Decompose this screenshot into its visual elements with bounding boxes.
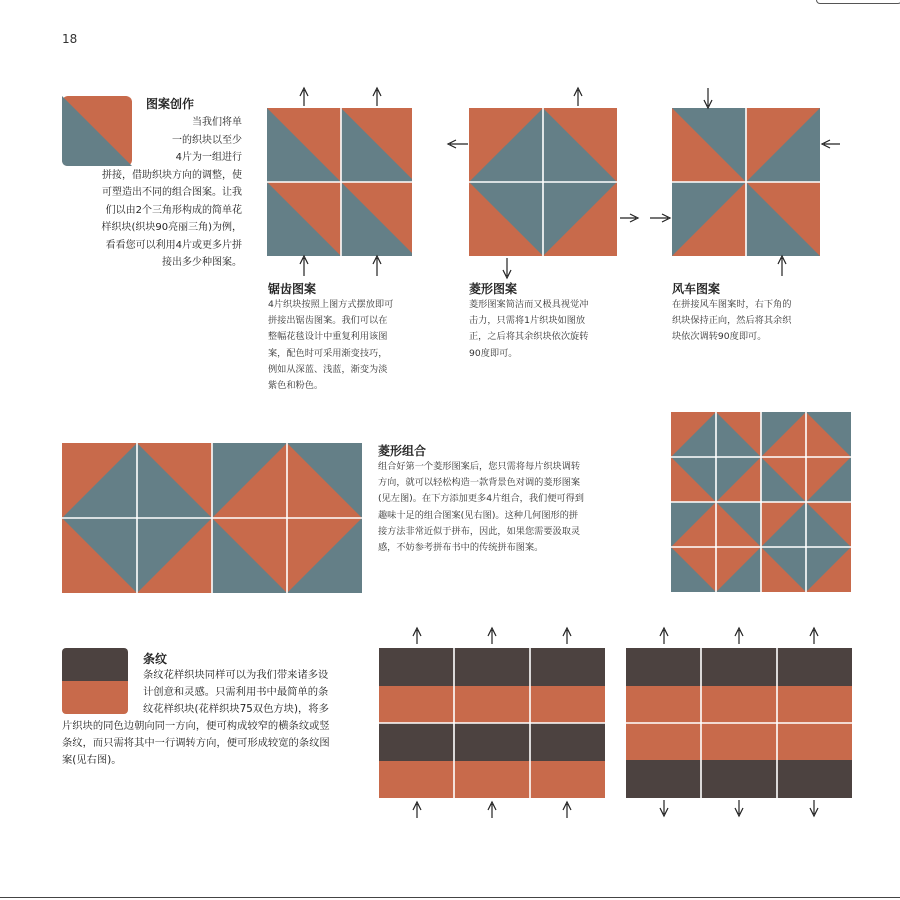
stripes-title: 条纹 — [143, 652, 168, 666]
stripes-text-indented: 条纹花样织块同样可以为我们带来诸多设 计创意和灵感。只需利用书中最简单的条 纹花样织块(花样织块75双色方块)，将多 — [143, 669, 329, 715]
diamond-combo-text: 组合好第一个菱形图案后，您只需将每片织块调转 方向，就可以轻松构造一款背景色对调的菱形图案 (见左图)。在下方添加更多4片组合，我们便可得到 趣味十足的组合图案(见右图)。这种几何图形的拼 接方法非常近似于拼布，因此，如果您需要汲取灵 感，不妨参考拼布书中的传统拼布图案。 — [378, 461, 584, 554]
pinwheel-title: 风车图案 — [672, 282, 721, 296]
diamond-arrows — [440, 80, 640, 280]
arrow-up-icon — [373, 256, 381, 276]
stripe-swatch-icon — [62, 648, 128, 714]
page-tab — [816, 0, 900, 4]
intro-text: 当我们将单 一的织块以至少 4片为一组进行 拼接，借助织块方向的调整，使 可塑造出不同的组合图案。让我 们以由2个三角形构成的简单花 样织块(织块90亮丽三角)为例， 看看您可以利用4片或更多片拼 接出多少种图案。 — [101, 117, 242, 268]
arrow-up-icon — [574, 88, 582, 106]
stripes-wide-arrows — [619, 624, 859, 824]
arrow-up-icon — [563, 802, 571, 818]
arrow-up-icon — [488, 802, 496, 818]
stripes-text-full: 片织块的同色边朝向同一方向，便可构成较窄的横条纹或竖 条纹，而只需将其中一行调转方向，便可形成较宽的条纹图 案(见右图)。 — [62, 720, 330, 766]
arrow-up-icon — [413, 802, 421, 818]
arrow-up-icon — [735, 628, 743, 644]
arrow-right-icon — [650, 214, 670, 222]
diamond-title: 菱形图案 — [469, 282, 518, 296]
diamond-combo-title: 菱形组合 — [378, 444, 427, 458]
arrow-up-icon — [810, 628, 818, 644]
diamond-text: 菱形图案简洁而又极具视觉冲 击力，只需将1片织块如图放 正，之后将其余织块依次旋转 90度即可。 — [469, 299, 589, 359]
stripe-swatch-fill — [62, 681, 128, 688]
arrow-right-icon — [620, 214, 638, 222]
arrow-down-icon — [735, 800, 743, 816]
arrow-up-icon — [300, 256, 308, 276]
sawtooth-arrows — [240, 80, 440, 280]
stripes-narrow-arrows — [372, 624, 612, 824]
arrow-up-icon — [373, 88, 381, 106]
arrow-up-icon — [413, 628, 421, 644]
arrow-up-icon — [563, 628, 571, 644]
sawtooth-text: 4片织块按照上图方式摆放即可 拼接出锯齿图案。我们可以在 整幅花毯设计中重复利用该图 案，配色时可采用渐变技巧， 例如从深蓝、浅蓝，渐变为淡 紫色和粉色。 — [268, 299, 394, 392]
arrow-up-icon — [660, 628, 668, 644]
sawtooth-title: 锯齿图案 — [268, 282, 317, 296]
page-number: 18 — [62, 32, 78, 46]
footer-rule — [0, 897, 900, 898]
arrow-up-icon — [300, 88, 308, 106]
arrow-left-icon — [448, 140, 468, 148]
arrow-down-icon — [660, 800, 668, 816]
arrow-down-icon — [704, 88, 712, 108]
arrow-down-icon — [810, 800, 818, 816]
pinwheel-text: 在拼接风车图案时，右下角的 织块保持正向，然后将其余织 块依次调转90度即可。 — [672, 299, 792, 343]
stripe-swatch-fill — [62, 674, 128, 681]
pinwheel-arrows — [640, 80, 850, 280]
arrow-up-icon — [778, 256, 786, 276]
intro-title: 图案创作 — [146, 97, 195, 111]
arrow-up-icon — [488, 628, 496, 644]
diamond-combo-left-figure — [62, 443, 362, 593]
arrow-left-icon — [822, 140, 840, 148]
diamond-combo-grid-figure — [671, 412, 851, 592]
arrow-down-icon — [503, 258, 511, 278]
